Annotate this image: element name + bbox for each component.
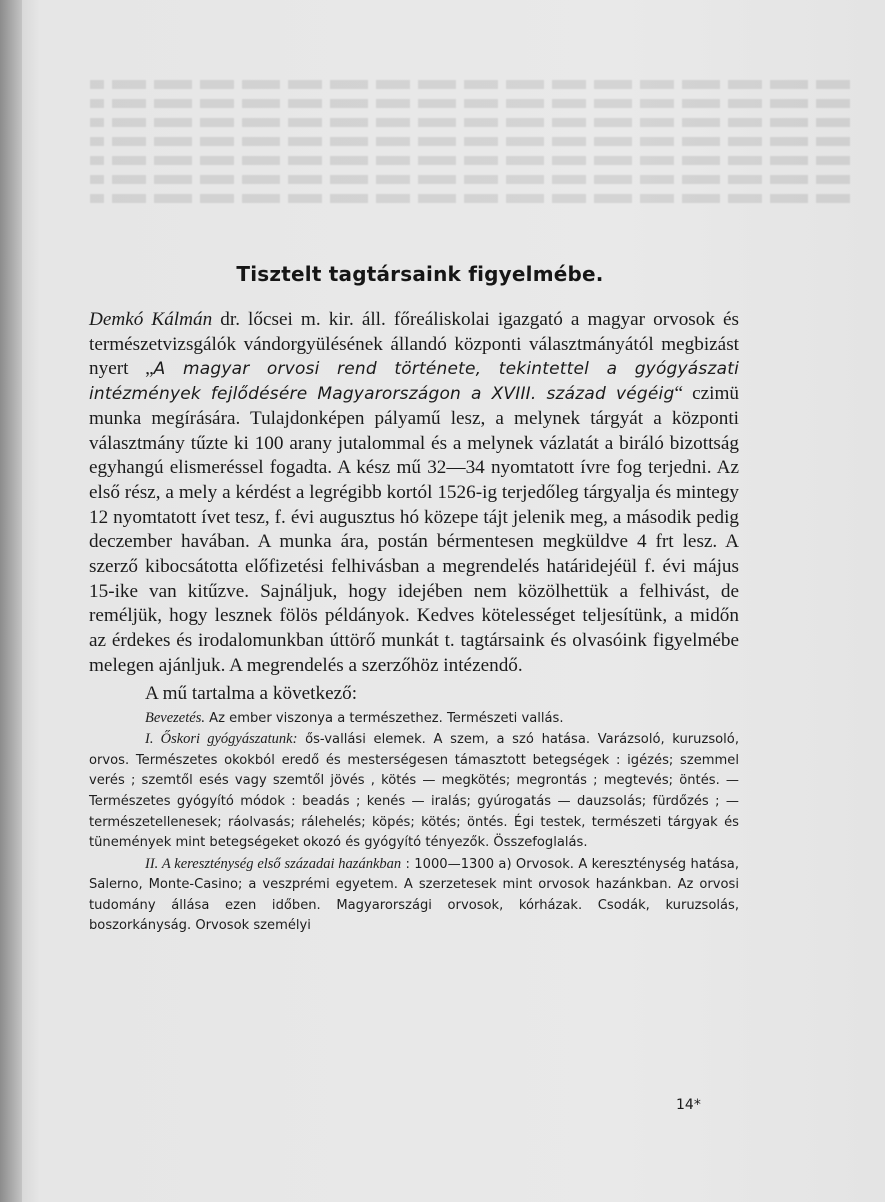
toc-label: I. Őskori gyógyászatunk: (145, 731, 298, 748)
article-title: Tisztelt tagtársaink figyelmébe. (236, 262, 604, 286)
book-title: A magyar orvosi rend története, tekintettel a gyógyászati intézmények fejlődésére Magyarországon a XVIII. század végéig (89, 359, 739, 405)
toc-label: Bevezetés. (145, 709, 205, 726)
contents-heading: A mű tartalma a következő: (145, 682, 358, 704)
toc-entry-chapter-1 (89, 729, 739, 854)
announcement-body: “ czimü munka megírására. Tulajdonképen pályamű lesz, a melynek tárgyát a központi választmány tűzte ki 100 arany jutalommal és a melynek vázlatát a biráló bizottság egyhangú elismeréssel fogadta. A kész mű 32—34 nyomtatott ívre fog terjedni. Az első rész, a mely a kérdést a legrégibb kortól 1526-ig terjedőleg tárgyalja és mintegy 12 nyomtatott ívet tesz, f. évi augusztus hó közepe tájt jelenik meg, a második pedig deczember havában. A munka ára, postán bérmentesen megküldve 4 frt lesz. A szerző kibocsátotta előfizetési felhivásban a megrendelés határidejéül f. évi május 15-ike van kitűzve. Sajnáljuk, hogy idejében nem közölhettük a felhivást, de reméljük, hogy lesznek fölös példányok. Kedves kötelességet teljesítünk, a midőn az érdekes és irodalomunkban úttörő munkát t. tagtársaink és olvasóink figyelmébe melegen ajánljuk. A megrendelés a szerzőhöz intézendő. (89, 383, 739, 676)
announcement-paragraph (89, 308, 739, 679)
toc-text: : 1000—1300 a) Orvosok. A kereszténység hatása, Salerno, Monte-Casino; a veszprémi egyetem. A szerzetesek mint orvosok hazánkban. Az orvosi tudomány állása ezen időben. Magyarországi orvosok, kórházak. Csodák, kuruzsolás, boszorkányság. Orvosok személyi (89, 856, 739, 934)
page-number: 14* (676, 1097, 701, 1113)
binding-shadow (0, 0, 22, 1202)
article (89, 262, 739, 937)
bleed-through-text (90, 70, 850, 260)
toc-label: II. A kereszténység első századai hazánkban (145, 855, 402, 872)
toc-entry-chapter-2 (89, 854, 739, 937)
toc-text: ős-vallási elemek. A szem, a szó hatása. Varázsoló, kuruzsoló, orvos. Természetes okokból eredő és mesterségesen támasztott betegségek : igézés; szemmel verés ; szemtől esés vagy szemtől jövés , kötés — megkötés; megrontás ; megtevés; öntés. — Természetes gyógyító módok : beadás ; kenés — iralás; gyúrogatás — dauzsolás; fürdőzés ; — természetellenesek; ráolvasás; rálehelés; köpés; kötés; öntés. Égi testek, természeti tárgyak és tünemények mint betegségeket okozó és gyógyító tényezők. Összefoglalás. (89, 732, 739, 851)
author-name: Demkó Kálmán (89, 309, 213, 330)
announcement-intro: dr. lőcsei m. kir. áll. főreáliskolai igazgató a magyar orvosok és természetvizsgálók vándorgyülésének állandó központi választmányától megbizást nyert „ (89, 309, 739, 380)
toc-text: Az ember viszonya a természethez. Természeti vallás. (204, 710, 564, 726)
toc-entry-introduction (89, 708, 739, 730)
